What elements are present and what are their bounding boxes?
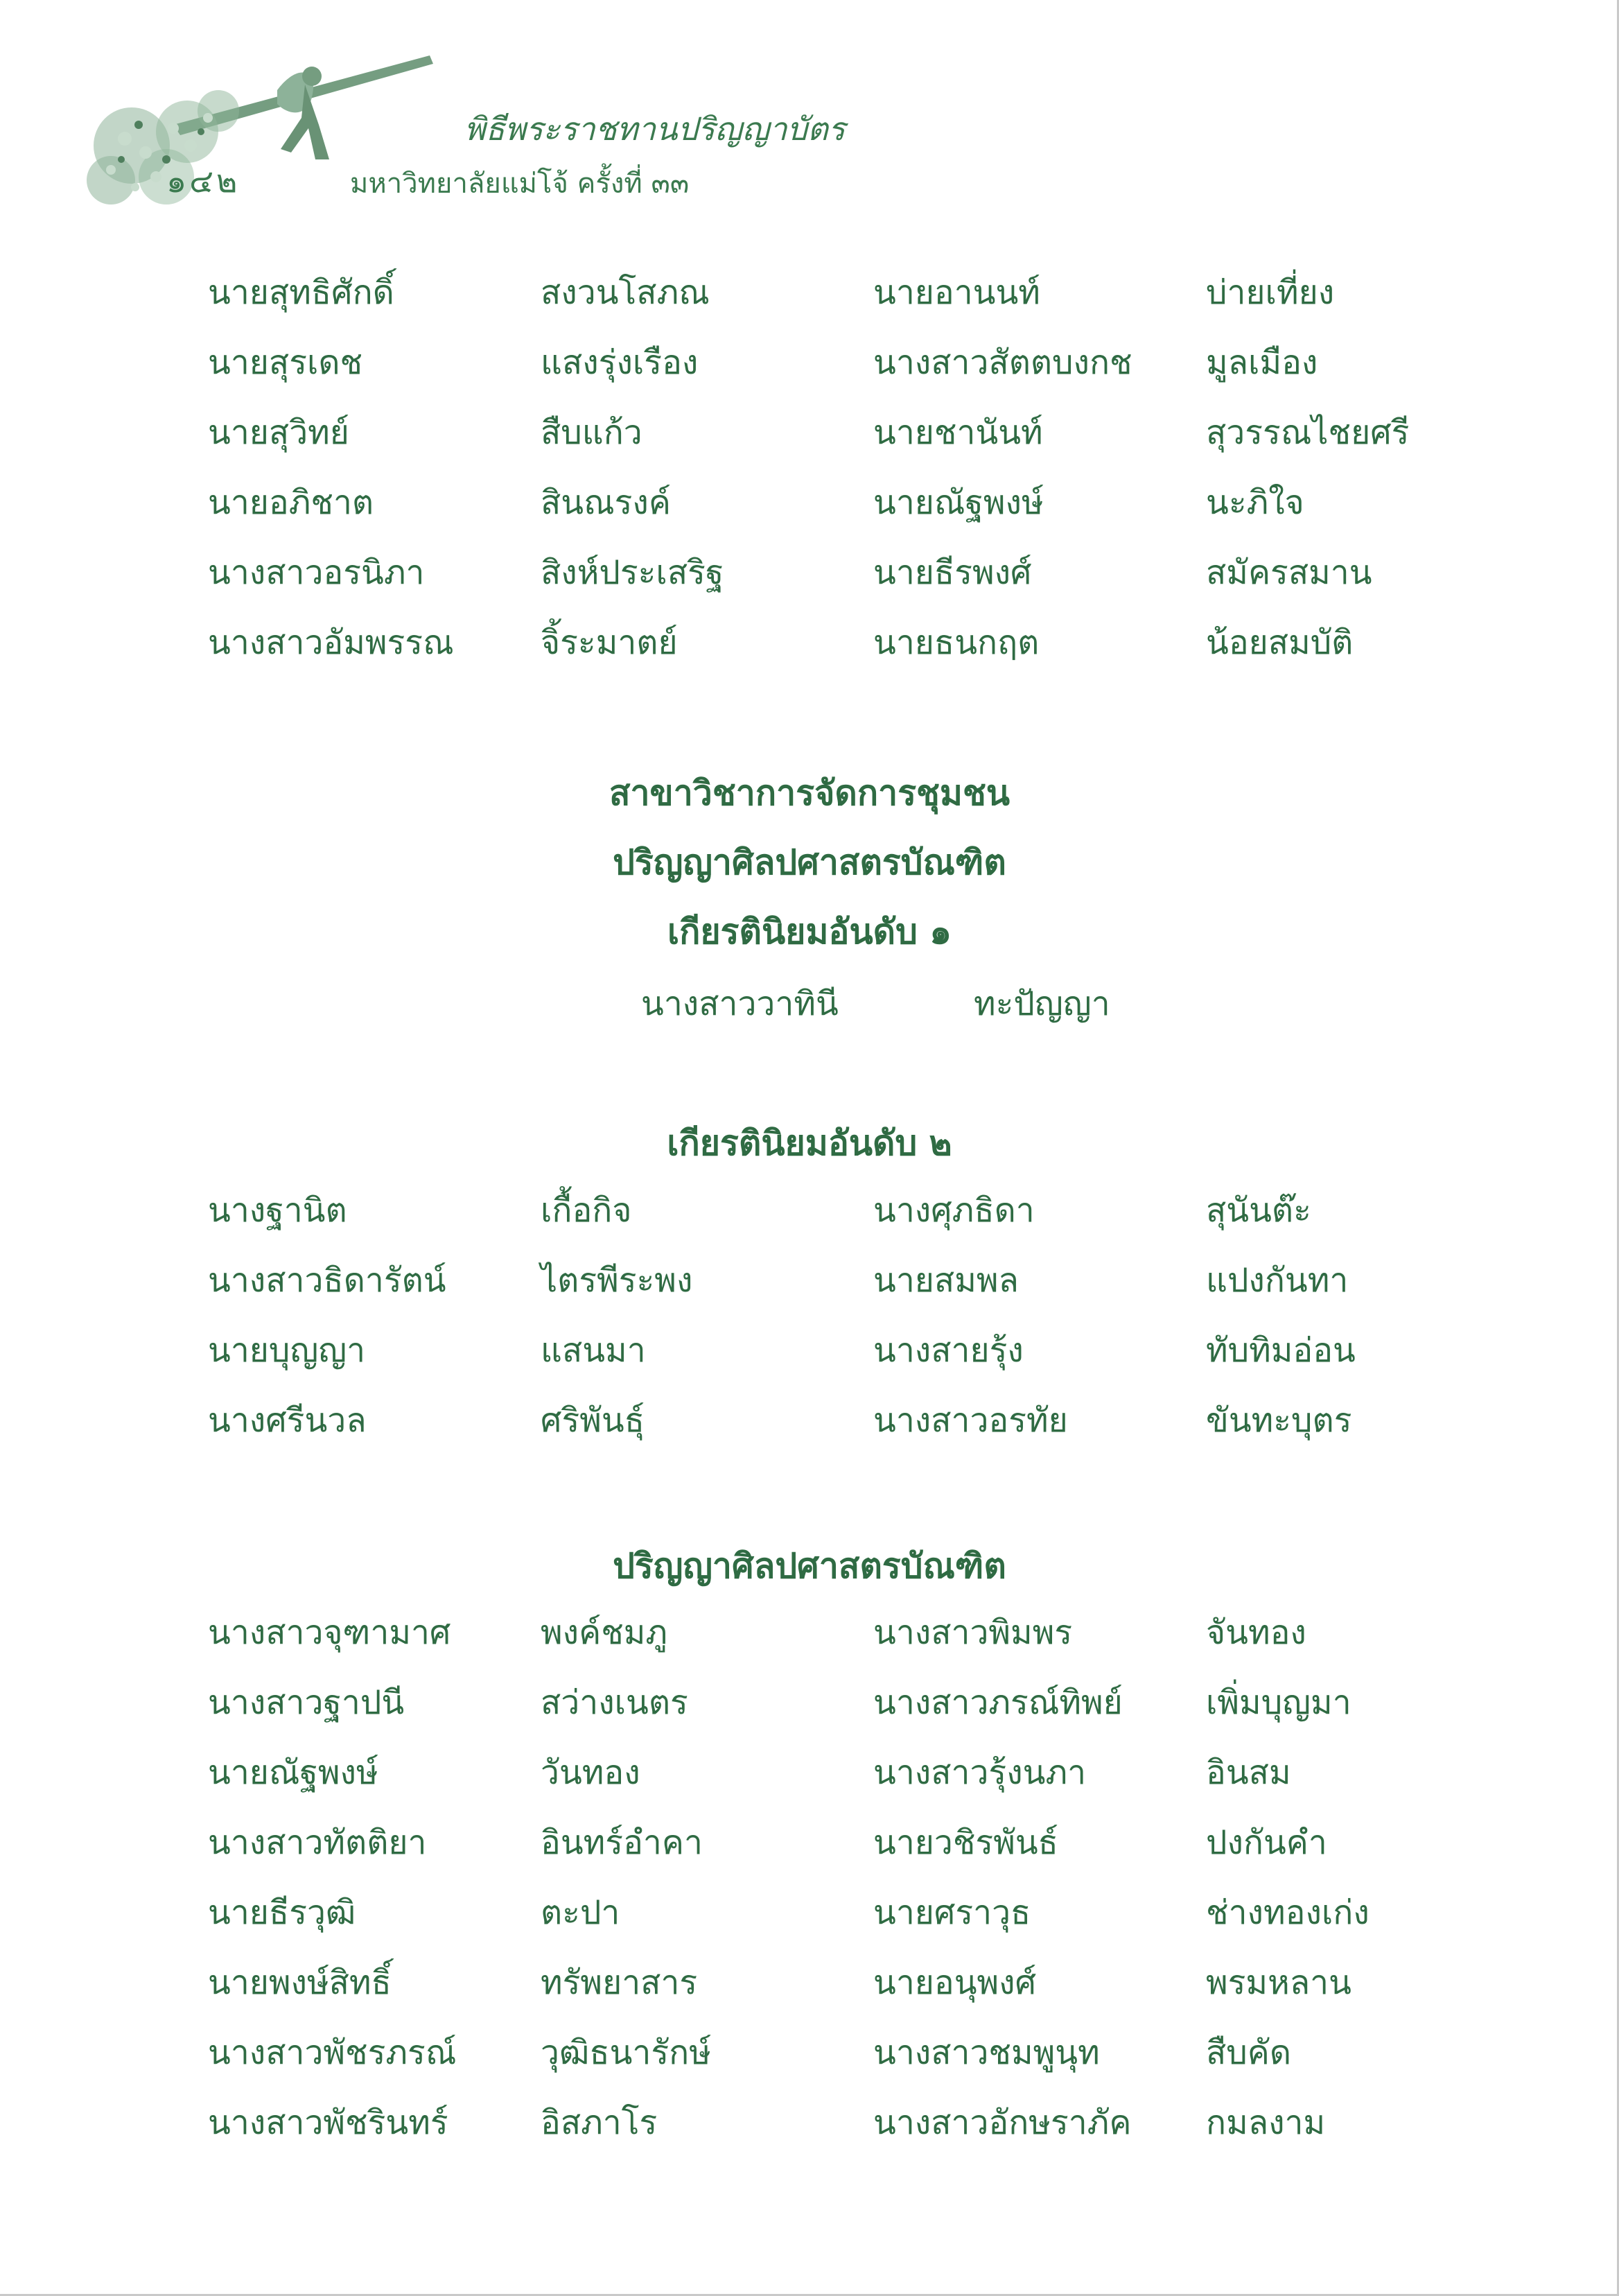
honor2-name-list xyxy=(208,1176,1455,1456)
honor2-heading: เกียรตินิยมอันดับ ๒ xyxy=(667,1123,952,1163)
first-name: นางสาวภรณ์ทิพย์ xyxy=(873,1683,1123,1722)
first-name: นายอภิชาต xyxy=(208,483,374,522)
table-row xyxy=(208,2088,1455,2158)
last-name: อินทร์อำคา xyxy=(541,1823,703,1862)
header-subtitle: มหาวิทยาลัยแม่โจ้ ครั้งที่ ๓๓ xyxy=(350,168,690,200)
first-name: นายณัฐพงษ์ xyxy=(873,483,1044,522)
last-name: แสงรุ่งเรือง xyxy=(541,343,699,382)
first-name: นางสาวจุฑามาศ xyxy=(208,1613,451,1652)
last-name: สว่างเนตร xyxy=(541,1683,688,1722)
last-name: บ่ายเที่ยง xyxy=(1206,273,1335,312)
first-name: นางสายรุ้ง xyxy=(873,1331,1024,1370)
last-name: ไตรพีระพง xyxy=(541,1261,693,1300)
first-name: นางสาวรุ้งนภา xyxy=(873,1753,1087,1792)
last-name: ศริพันธุ์ xyxy=(541,1401,645,1440)
last-name: อิสภาโร xyxy=(541,2103,658,2142)
table-row xyxy=(208,1246,1455,1316)
table-row xyxy=(208,1878,1455,1948)
first-name: นางสาวทัตติยา xyxy=(208,1823,427,1862)
table-row xyxy=(208,1598,1455,1668)
last-name: สุนันต๊ะ xyxy=(1206,1191,1311,1230)
last-name: กมลงาม xyxy=(1206,2103,1326,2142)
table-row xyxy=(208,328,1455,398)
last-name: ทรัพยาสาร xyxy=(541,1963,698,2002)
table-row xyxy=(208,1176,1455,1246)
first-name: นางสาวพิมพร xyxy=(873,1613,1073,1652)
table-row xyxy=(208,258,1455,328)
regular-name-list xyxy=(208,1598,1455,2158)
table-row xyxy=(208,608,1455,678)
first-name: นางสาวอรนิภา xyxy=(208,553,425,592)
table-row xyxy=(208,1316,1455,1386)
table-row xyxy=(208,1738,1455,1808)
last-name: สืบคัด xyxy=(1206,2033,1292,2072)
last-name: วันทอง xyxy=(541,1753,640,1792)
first-name: นางสาวธิดารัตน์ xyxy=(208,1261,446,1300)
header-title: พิธีพระราชทานปริญญาบัตร xyxy=(464,110,846,148)
first-name: นายสุรเดช xyxy=(208,343,363,382)
top-name-list xyxy=(208,258,1455,678)
first-name: นางสาวพัชรินทร์ xyxy=(208,2103,448,2142)
last-name: อินสม xyxy=(1206,1753,1291,1792)
first-name: นางสาวชมพูนุท xyxy=(873,2033,1100,2072)
table-row xyxy=(208,1668,1455,1738)
honor1-heading: เกียรตินิยมอันดับ ๑ xyxy=(667,912,952,952)
first-name: นางศรีนวล xyxy=(208,1401,367,1440)
first-name: นายณัฐพงษ์ xyxy=(208,1753,378,1792)
last-name: เกื้อกิจ xyxy=(541,1191,632,1230)
first-name: นายบุญญา xyxy=(208,1331,366,1370)
first-name: นางสาวอัมพรรณ xyxy=(208,623,454,662)
last-name: มูลเมือง xyxy=(1206,343,1318,382)
last-name: พงค์ชมภู xyxy=(541,1613,668,1652)
last-name: ขันทะบุตร xyxy=(1206,1401,1352,1440)
first-name: นายชานันท์ xyxy=(873,413,1043,452)
table-row xyxy=(208,468,1455,538)
degree-heading: ปริญญาศิลปศาสตรบัณฑิต xyxy=(613,842,1006,882)
last-name: ปงกันคำ xyxy=(1206,1823,1327,1862)
first-name: นายธีรวุฒิ xyxy=(208,1893,356,1932)
table-row xyxy=(208,1386,1455,1456)
first-name: นายพงษ์สิทธิ์ xyxy=(208,1963,392,2002)
last-name: นะภิใจ xyxy=(1206,483,1304,522)
last-name: พรมหลาน xyxy=(1206,1963,1351,2002)
first-name: นายศราวุธ xyxy=(873,1893,1031,1932)
last-name: สิงห์ประเสริฐ xyxy=(541,553,724,592)
last-name: ช่างทองเก่ง xyxy=(1206,1893,1369,1932)
last-name: วุฒิธนารักษ์ xyxy=(541,2033,711,2072)
table-row xyxy=(208,538,1455,608)
first-name: นางสาวฐาปนี xyxy=(208,1683,405,1722)
last-name: สืบแก้ว xyxy=(541,413,642,452)
first-name: นางสาวอรทัย xyxy=(873,1401,1068,1440)
table-row xyxy=(208,1948,1455,2018)
table-row xyxy=(208,398,1455,468)
table-row xyxy=(208,1808,1455,1878)
first-name: นางศุภธิดา xyxy=(873,1191,1035,1230)
first-name: นายธีรพงศ์ xyxy=(873,553,1032,592)
last-name: สุวรรณไชยศรี xyxy=(1206,413,1410,452)
first-name: นายสุทธิศักดิ์ xyxy=(208,273,394,312)
last-name: เพิ่มบุญมา xyxy=(1206,1683,1351,1722)
last-name: จิ้ระมาตย์ xyxy=(541,623,678,662)
last-name: จันทอง xyxy=(1206,1613,1306,1652)
honor1-first-name: นางสาววาทินี xyxy=(641,984,839,1023)
first-name: นายวชิรพันธ์ xyxy=(873,1823,1058,1862)
first-name: นางสาวพัชรภรณ์ xyxy=(208,2033,457,2072)
major-heading: สาขาวิชาการจัดการชุมชน xyxy=(609,773,1010,813)
first-name: นายสุวิทย์ xyxy=(208,413,349,452)
first-name: นายธนกฤต xyxy=(873,623,1040,662)
first-name: นางฐานิต xyxy=(208,1191,347,1230)
page-number: ๑๔๒ xyxy=(166,162,240,200)
honor1-last-name: ทะปัญญา xyxy=(974,984,1110,1023)
first-name: นายอนุพงศ์ xyxy=(873,1963,1037,2002)
first-name: นางสาวอักษราภัค xyxy=(873,2103,1132,2142)
first-name: นายสมพล xyxy=(873,1261,1019,1300)
table-row xyxy=(208,2018,1455,2088)
last-name: แปงกันทา xyxy=(1206,1261,1349,1300)
first-name: นางสาวสัตตบงกช xyxy=(873,343,1132,382)
last-name: แสนมา xyxy=(541,1331,646,1370)
last-name: สงวนโสภณ xyxy=(541,273,710,312)
last-name: ตะปา xyxy=(541,1893,620,1932)
last-name: น้อยสมบัติ xyxy=(1206,623,1354,662)
last-name: สินณรงค์ xyxy=(541,483,671,522)
last-name: ทับทิมอ่อน xyxy=(1206,1331,1356,1370)
last-name: สมัครสมาน xyxy=(1206,553,1372,592)
regular-degree-heading: ปริญญาศิลปศาสตรบัณฑิต xyxy=(613,1546,1006,1586)
first-name: นายอานนท์ xyxy=(873,273,1040,312)
